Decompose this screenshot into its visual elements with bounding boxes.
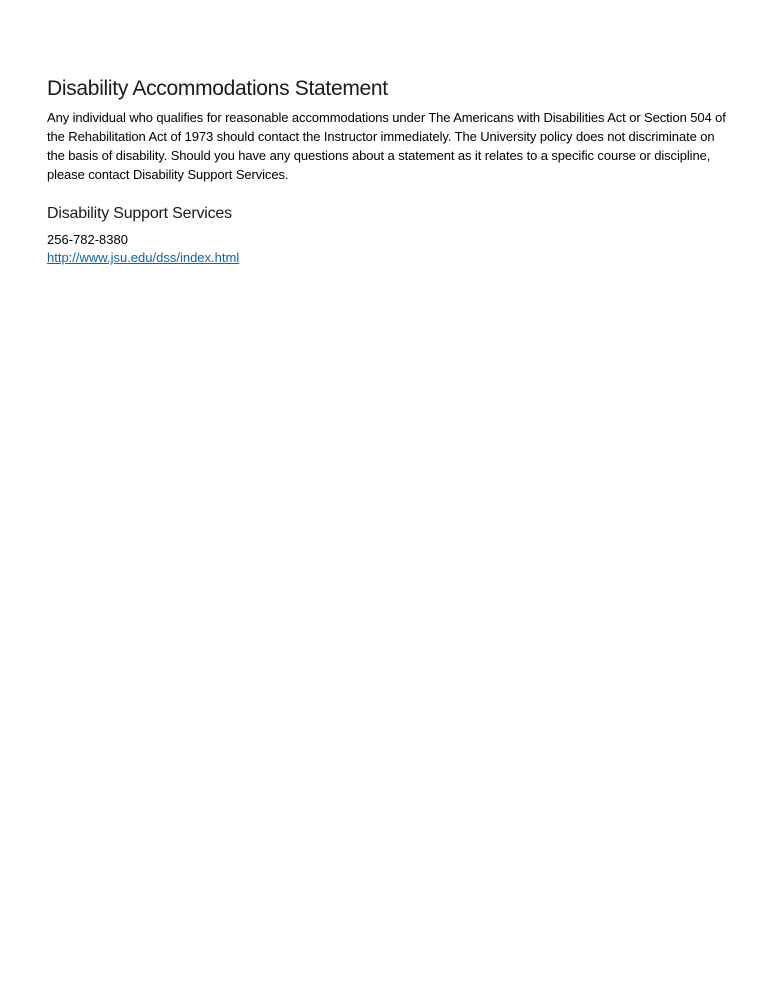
document-title: Disability Accommodations Statement	[47, 77, 388, 100]
section-heading: Disability Support Services	[47, 205, 232, 222]
accommodations-paragraph: Any individual who qualifies for reasonable accommodations under The Americans with Disabilities Act or Section 504 of the Rehabilitation Act of 1973 should contact the Instructor immediately. The University policy does not discriminate on the basis of disability. Should you have any questions about a statement as it relates to a specific course or discipline, please contact Disability Support Services.	[47, 110, 726, 182]
document-page	[47, 76, 727, 267]
phone-number: 256-782-8380	[47, 232, 128, 247]
dss-link[interactable]: http://www.jsu.edu/dss/index.html	[47, 250, 240, 265]
